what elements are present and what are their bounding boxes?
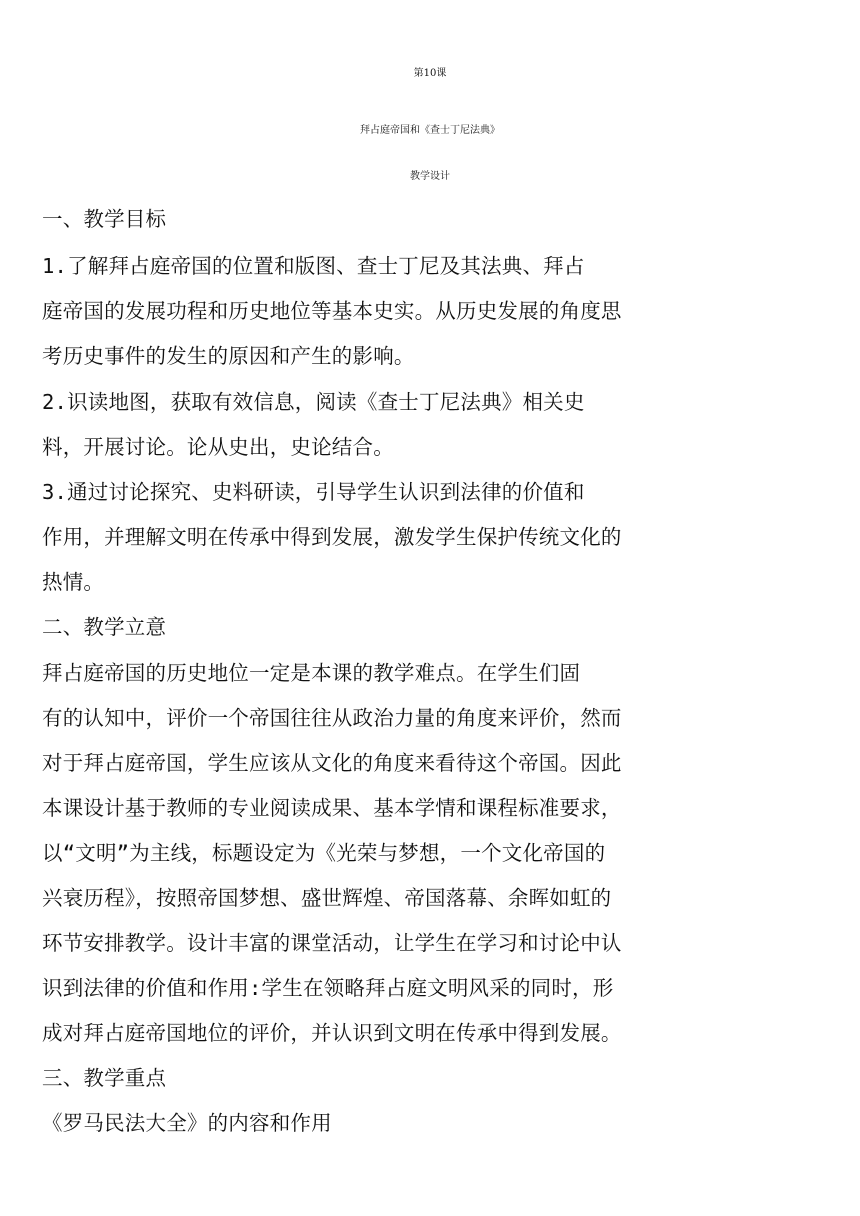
document-subtitle: 教学设计 bbox=[410, 171, 450, 182]
paragraph-line: 本课设计基于教师的专业阅读成果、基本学情和课程标准要求， bbox=[42, 796, 622, 820]
paragraph-line: 兴衰历程》，按照帝国梦想、盛世辉煌、帝国落幕、余晖如虹的 bbox=[42, 886, 612, 910]
paragraph-line: 成对拜占庭帝国地位的评价，并认识到文明在传承中得到发展。 bbox=[42, 1021, 622, 1045]
paragraph-line: 以“文明”为主线，标题设定为《光荣与梦想，一个文化帝国的 bbox=[42, 841, 606, 865]
lesson-title: 拜占庭帝国和《查士丁尼法典》 bbox=[360, 125, 500, 136]
paragraph-line: 热情。 bbox=[42, 570, 105, 594]
section-heading-objectives: 一、教学目标 bbox=[42, 207, 167, 231]
paragraph-line: 2.识读地图，获取有效信息，阅读《查士丁尼法典》相关史 bbox=[42, 390, 585, 414]
section-heading-intent: 二、教学立意 bbox=[42, 615, 167, 639]
paragraph-line: 识到法律的价值和作用:学生在领略拜占庭文明风采的同时，形 bbox=[42, 976, 614, 1000]
paragraph-line: 拜占庭帝国的历史地位一定是本课的教学难点。在学生们固 bbox=[42, 661, 581, 685]
paragraph-line: 对于拜占庭帝国，学生应该从文化的角度来看待这个帝国。因此 bbox=[42, 751, 622, 775]
paragraph-line: 3.通过讨论探究、史料研读，引导学生认识到法律的价值和 bbox=[42, 480, 585, 504]
paragraph-line: 有的认知中，评价一个帝国往往从政治力量的角度来评价，然而 bbox=[42, 706, 622, 730]
paragraph-line: 考历史事件的发生的原因和产生的影响。 bbox=[42, 344, 415, 368]
paragraph-line: 1.了解拜占庭帝国的位置和版图、查士丁尼及其法典、拜占 bbox=[42, 254, 585, 278]
paragraph-line: 作用，并理解文明在传承中得到发展，激发学生保护传统文化的 bbox=[42, 525, 622, 549]
paragraph-line: 料，开展讨论。论从史出，史论结合。 bbox=[42, 435, 394, 459]
section-heading-key-points: 三、教学重点 bbox=[42, 1066, 167, 1090]
paragraph-line: 环节安排教学。设计丰富的课堂活动，让学生在学习和讨论中认 bbox=[42, 931, 622, 955]
paragraph-line: 《罗马民法大全》的内容和作用 bbox=[42, 1111, 332, 1135]
paragraph-line: 庭帝国的发展功程和历史地位等基本史实。从历史发展的角度思 bbox=[42, 299, 622, 323]
lesson-number: 第10课 bbox=[413, 68, 447, 79]
